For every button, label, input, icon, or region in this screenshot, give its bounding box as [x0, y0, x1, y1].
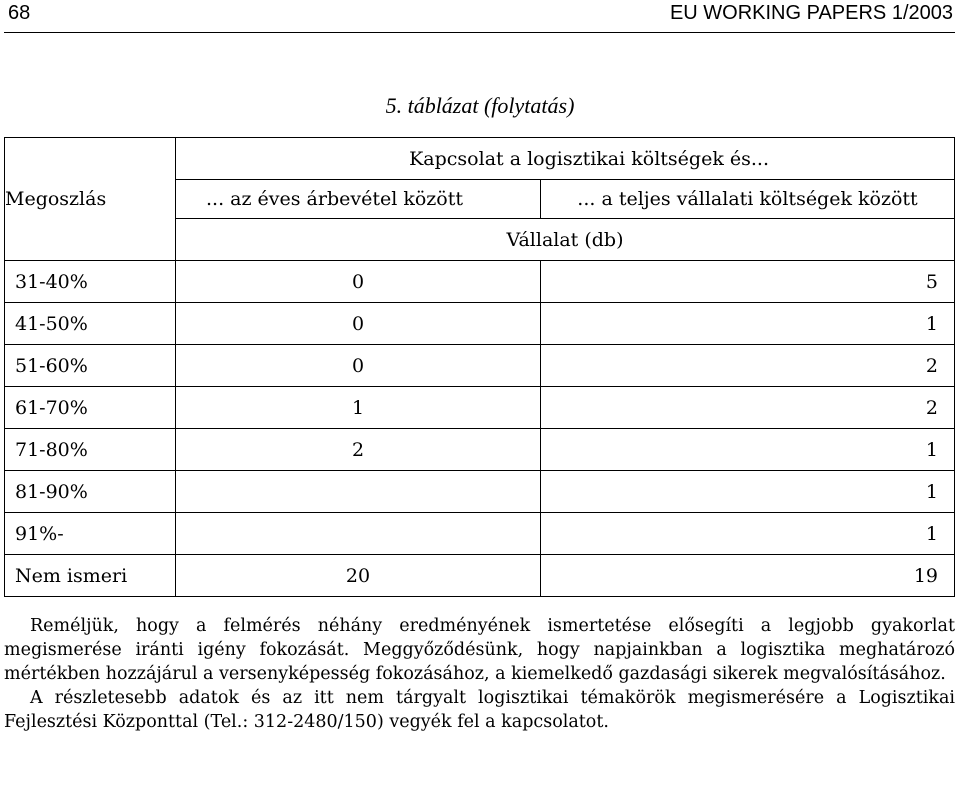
table-row	[5, 303, 955, 345]
running-title: EU WORKING PAPERS 1/2003	[669, 2, 953, 24]
body-text	[4, 614, 955, 734]
col1-value: 0	[176, 261, 541, 303]
row-label: Nem ismeri	[5, 555, 176, 597]
table-header-row	[5, 138, 955, 180]
table-row	[5, 429, 955, 471]
page-header	[4, 0, 955, 33]
col2-value: 19	[541, 555, 955, 597]
row-label: 31-40%	[5, 261, 176, 303]
col2-value: 1	[541, 513, 955, 555]
col2-value: 5	[541, 261, 955, 303]
row-label: 71-80%	[5, 429, 176, 471]
row-label: 81-90%	[5, 471, 176, 513]
col1-value	[176, 513, 541, 555]
row-header-cell: Megoszlás	[5, 138, 176, 261]
col2-value: 1	[541, 303, 955, 345]
row-label: 51-60%	[5, 345, 176, 387]
table-row	[5, 387, 955, 429]
col1-value: 1	[176, 387, 541, 429]
paragraph: A részletesebb adatok és az itt nem tárgyalt logisztikai témakörök megismerésére a Logisztikai Fejlesztési Központtal (Tel.: 312-2480/150) vegyék fel a kapcsolatot.	[4, 688, 955, 732]
table-caption: 5. táblázat (folytatás)	[385, 93, 575, 118]
col2-value: 1	[541, 429, 955, 471]
paragraph: Reméljük, hogy a felmérés néhány eredményének ismertetése elősegíti a legjobb gyakorlat megismerése iránti igény fokozását. Meggyőződésünk, hogy napjainkban a logisztika meghatározó mértékben hozzájárul a versenyképesség fokozásához, a kiemelkedő gazdasági sikerek megvalósításához.	[4, 616, 955, 684]
col1-header-cell: ... az éves árbevétel között	[176, 180, 541, 219]
table-row	[5, 513, 955, 555]
col2-value: 1	[541, 471, 955, 513]
col1-value: 0	[176, 303, 541, 345]
table-row	[5, 555, 955, 597]
col1-value: 20	[176, 555, 541, 597]
table-row	[5, 345, 955, 387]
distribution-table	[4, 137, 955, 597]
unit-header-cell: Vállalat (db)	[176, 219, 955, 261]
col1-value	[176, 471, 541, 513]
page-number: 68	[8, 2, 31, 24]
group-header-cell: Kapcsolat a logisztikai költségek és...	[176, 138, 955, 180]
col1-value: 2	[176, 429, 541, 471]
table-row	[5, 471, 955, 513]
col2-header-cell: ... a teljes vállalati költségek között	[541, 180, 955, 219]
row-label: 41-50%	[5, 303, 176, 345]
row-label: 61-70%	[5, 387, 176, 429]
col2-value: 2	[541, 387, 955, 429]
col2-value: 2	[541, 345, 955, 387]
col1-value: 0	[176, 345, 541, 387]
row-label: 91%-	[5, 513, 176, 555]
table-row	[5, 261, 955, 303]
